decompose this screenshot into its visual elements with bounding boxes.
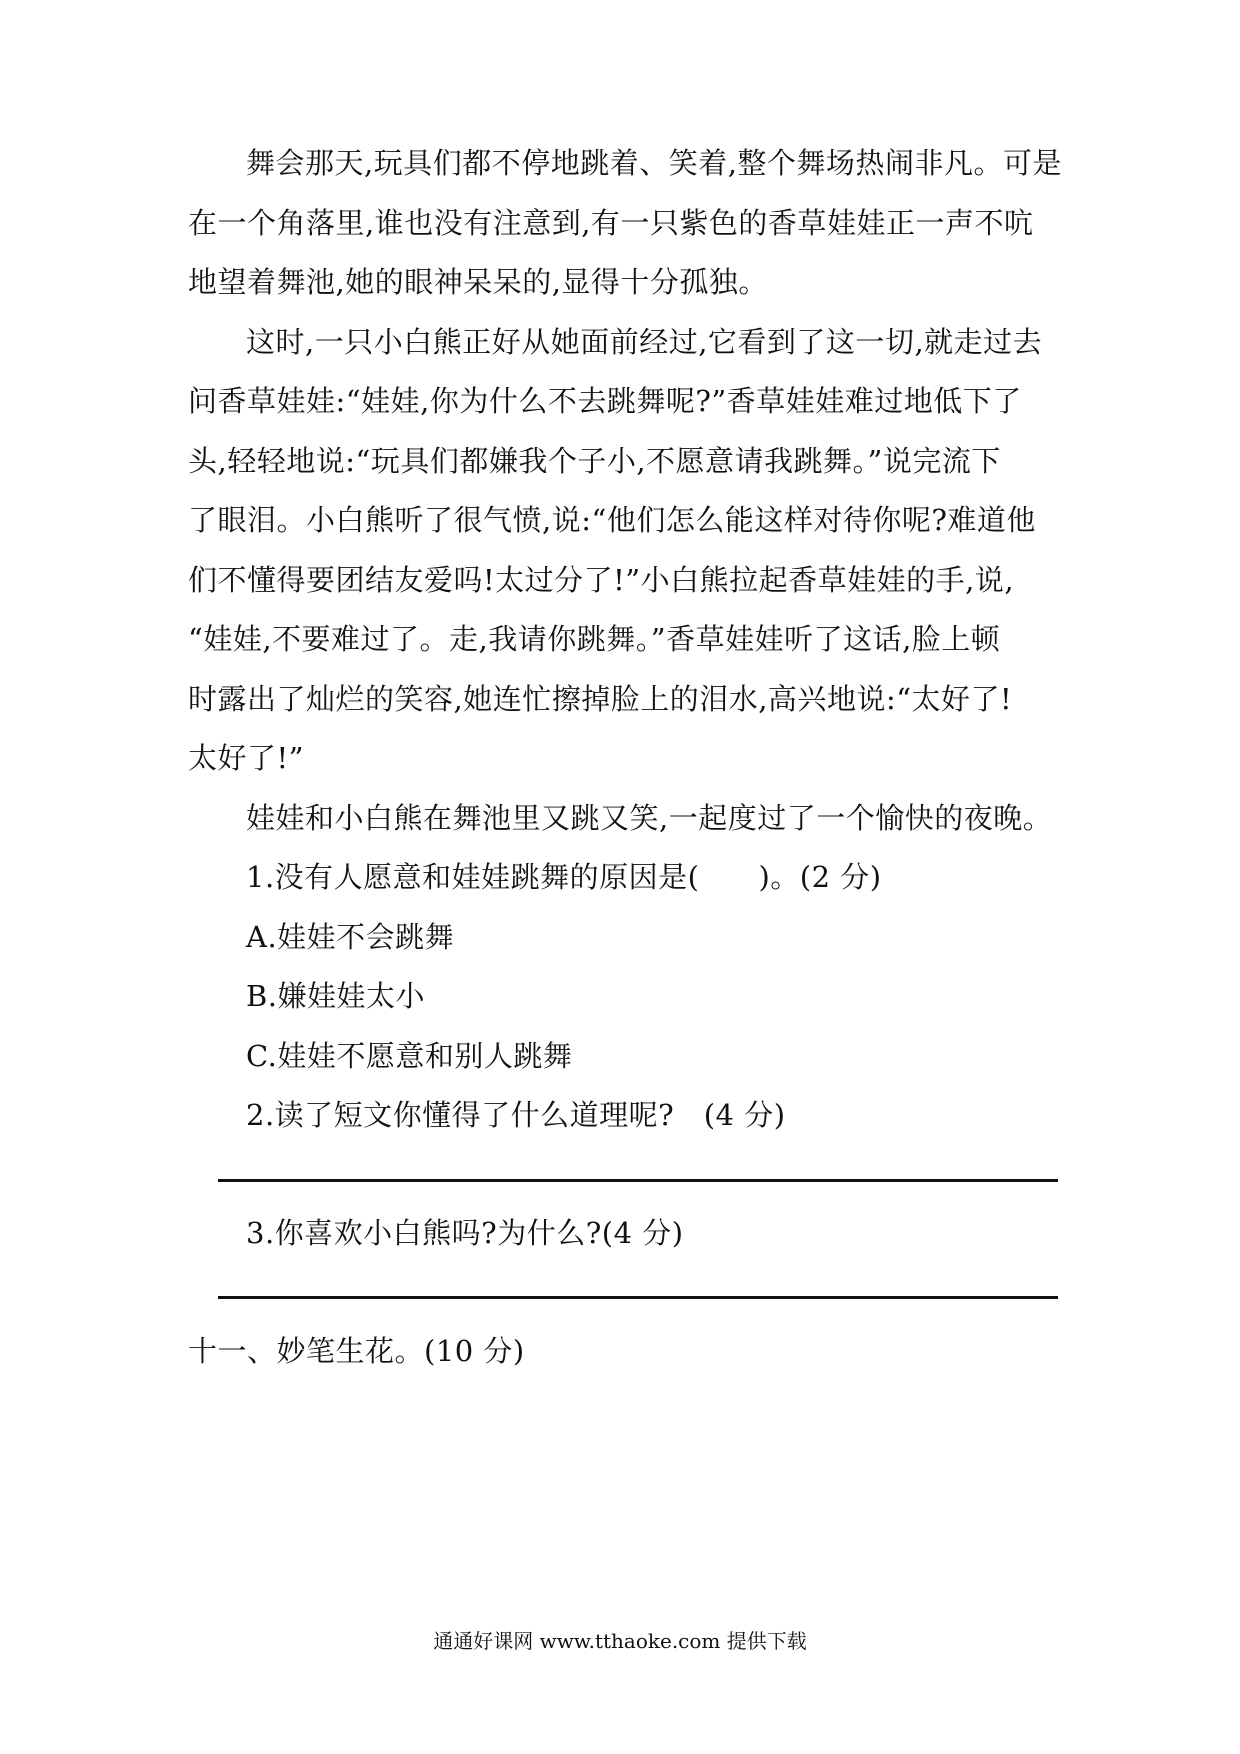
question-2: 2.读了短文你懂得了什么道理呢? (4 分): [246, 1098, 786, 1132]
question-1-option-a: A.娃娃不会跳舞: [246, 920, 455, 954]
story-paragraph2-line: “娃娃,不要难过了。走,我请你跳舞。”香草娃娃听了这话,脸上顿: [188, 622, 1001, 656]
story-paragraph2-line: 了眼泪。小白熊听了很气愤,说:“他们怎么能这样对待你呢?难道他: [188, 503, 1036, 537]
story-paragraph2-line: 这时,一只小白熊正好从她面前经过,它看到了这一切,就走过去: [246, 325, 1043, 359]
question-1-option-b: B.嫌娃娃太小: [246, 979, 426, 1013]
story-paragraph2-line: 太好了!”: [188, 741, 304, 775]
story-paragraph2-line: 问香草娃娃:“娃娃,你为什么不去跳舞呢?”香草娃娃难过地低下了: [188, 384, 1022, 418]
story-paragraph2-line: 头,轻轻地说:“玩具们都嫌我个子小,不愿意请我跳舞。”说完流下: [188, 444, 1001, 478]
question-1: 1.没有人愿意和娃娃跳舞的原因是( )。(2 分): [246, 860, 882, 894]
story-paragraph2-line: 们不懂得要团结友爱吗!太过分了!”小白熊拉起香草娃娃的手,说,: [188, 563, 1015, 597]
footer-credit: 通通好课网 www.tthaoke.com 提供下载: [433, 1629, 807, 1653]
story-paragraph1-line: 地望着舞池,她的眼神呆呆的,显得十分孤独。: [188, 265, 768, 299]
story-paragraph2-line: 时露出了灿烂的笑容,她连忙擦掉脸上的泪水,高兴地说:“太好了!: [188, 682, 1013, 716]
story-paragraph3: 娃娃和小白熊在舞池里又跳又笑,一起度过了一个愉快的夜晚。: [246, 801, 1053, 835]
story-paragraph1-line: 在一个角落里,谁也没有注意到,有一只紫色的香草娃娃正一声不吭: [188, 206, 1034, 240]
section-11-heading: 十一、妙笔生花。(10 分): [188, 1334, 525, 1368]
question-3-answer-line[interactable]: [218, 1296, 1058, 1299]
question-1-option-c: C.娃娃不愿意和别人跳舞: [246, 1039, 573, 1073]
story-paragraph1-line: 舞会那天,玩具们都不停地跳着、笑着,整个舞场热闹非凡。可是: [246, 146, 1062, 180]
question-2-answer-line[interactable]: [218, 1179, 1058, 1182]
question-3: 3.你喜欢小白熊吗?为什么?(4 分): [246, 1216, 684, 1250]
